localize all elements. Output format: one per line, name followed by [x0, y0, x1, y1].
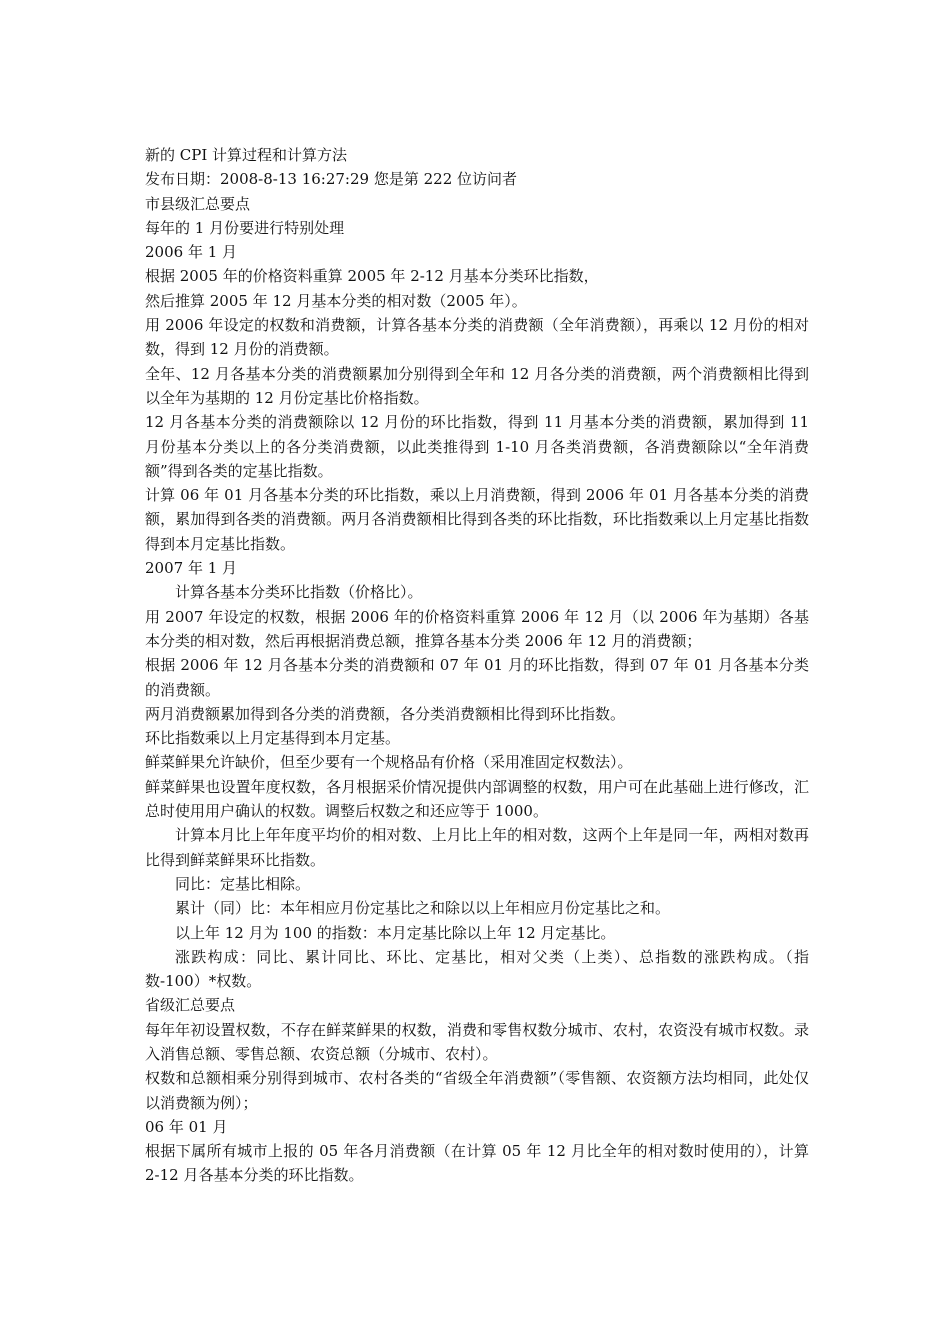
paragraph: 12 月各基本分类的消费额除以 12 月份的环比指数，得到 11 月基本分类的消费额，累加得到 11 月份基本分类以上的各分类消费额，以此类推得到 1-10 月各类消费额，各消费额除以“全年消费额”得到各类的定基比指数。: [145, 413, 809, 480]
paragraph: 环比指数乘以上月定基得到本月定基。: [145, 729, 401, 748]
document-body: [145, 143, 809, 1188]
paragraph: 鲜菜鲜果也设置年度权数，各月根据采价情况提供内部调整的权数，用户可在此基础上进行修改，汇总时使用用户确认的权数。调整后权数之和还应等于 1000。: [145, 777, 809, 821]
paragraph: 计算各基本分类环比指数（价格比）。: [175, 583, 423, 602]
paragraph: 每年的 1 月份要进行特别处理: [145, 218, 345, 237]
paragraph: 2007 年 1 月: [145, 559, 238, 578]
paragraph: 2006 年 1 月: [145, 243, 238, 262]
paragraph: 计算 06 年 01 月各基本分类的环比指数，乘以上月消费额，得到 2006 年 01 月各基本分类的消费额，累加得到各类的消费额。两月各消费额相比得到各类的环比指数，环比指数乘以上月定基比指数得到本月定基比指数。: [145, 486, 809, 553]
paragraph: 全年、12 月各基本分类的消费额累加分别得到全年和 12 月各分类的消费额，两个消费额相比得到以全年为基期的 12 月份定基比价格指数。: [145, 364, 809, 407]
paragraph: 用 2007 年设定的权数，根据 2006 年的价格资料重算 2006 年 12 月（以 2006 年为基期）各基本分类的相对数，然后再根据消费总额，推算各基本分类 2006 年 12 月的消费额；: [145, 607, 809, 650]
paragraph: 计算本月比上年年度平均价的相对数、上月比上年的相对数，这两个上年是同一年，两相对数再比得到鲜菜鲜果环比指数。: [145, 826, 809, 869]
paragraph: 根据 2005 年的价格资料重算 2005 年 2-12 月基本分类环比指数，: [145, 267, 599, 286]
paragraph: 市县级汇总要点: [145, 194, 251, 213]
paragraph: 鲜菜鲜果允许缺价，但至少要有一个规格品有价格（采用准固定权数法）。: [145, 753, 633, 772]
paragraph: 然后推算 2005 年 12 月基本分类的相对数（2005 年）。: [145, 291, 527, 310]
paragraph: 权数和总额相乘分别得到城市、农村各类的“省级全年消费额”（零售额、农资额方法均相同，此处仅以消费额为例）；: [145, 1069, 809, 1112]
paragraph-list: [145, 192, 809, 1188]
paragraph: 每年年初设置权数，不存在鲜菜鲜果的权数，消费和零售权数分城市、农村，农资没有城市权数。录入消售总额、零售总额、农资总额（分城市、农村）。: [145, 1020, 809, 1063]
paragraph: 06 年 01 月: [145, 1117, 228, 1136]
paragraph: 以上年 12 月为 100 的指数：本月定基比除以上年 12 月定基比。: [175, 923, 616, 942]
paragraph: 累计（同）比：本年相应月份定基比之和除以以上年相应月份定基比之和。: [175, 899, 671, 918]
paragraph: 根据 2006 年 12 月各基本分类的消费额和 07 年 01 月的环比指数，得到 07 年 01 月各基本分类的消费额。: [145, 656, 809, 699]
paragraph: 涨跌构成：同比、累计同比、环比、定基比，相对父类（上类）、总指数的涨跌构成。（指数-100）*权数。: [145, 947, 809, 991]
paragraph: 同比：定基比相除。: [175, 874, 311, 893]
paragraph: 省级汇总要点: [145, 996, 236, 1015]
paragraph: 两月消费额累加得到各分类的消费额，各分类消费额相比得到环比指数。: [145, 704, 626, 723]
paragraph: 用 2006 年设定的权数和消费额，计算各基本分类的消费额（全年消费额），再乘以 12 月份的相对数，得到 12 月份的消费额。: [145, 316, 809, 359]
publish-meta: 发布日期：2008-8-13 16:27:29 您是第 222 位访问者: [145, 170, 518, 189]
document-title: 新的 CPI 计算过程和计算方法: [145, 146, 348, 164]
paragraph: 根据下属所有城市上报的 05 年各月消费额（在计算 05 年 12 月比全年的相对数时使用的），计算 2-12 月各基本分类的环比指数。: [145, 1142, 809, 1185]
